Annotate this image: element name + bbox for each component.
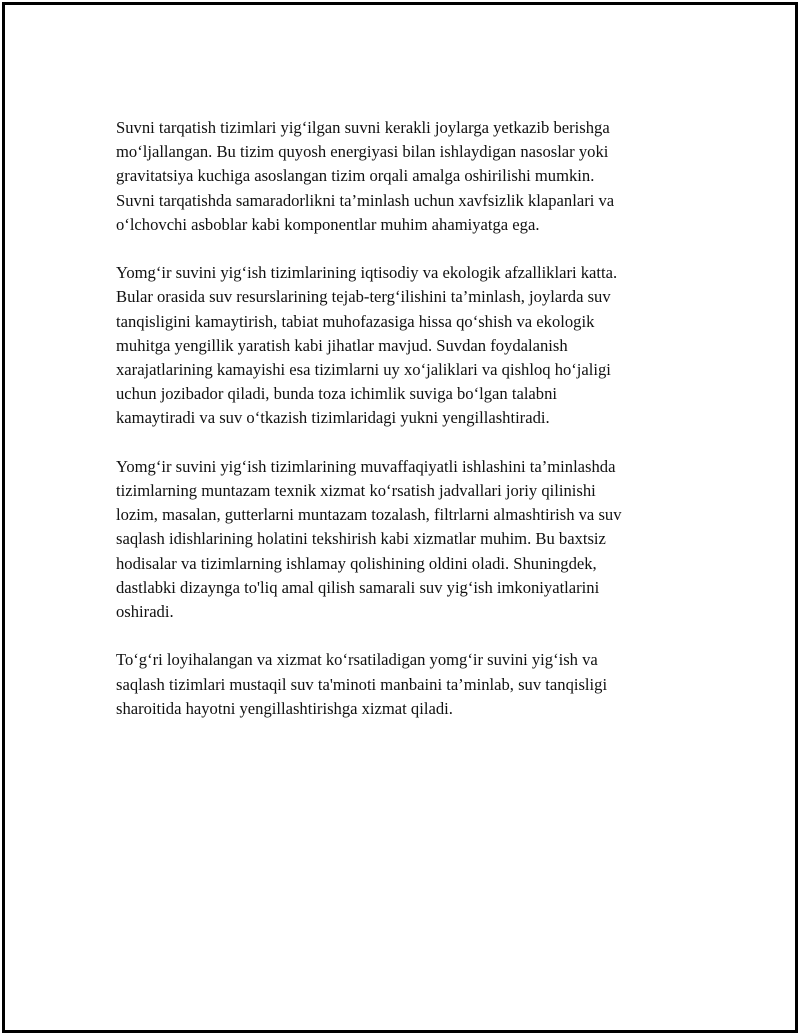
- paragraph-maintenance: Yomg‘ir suvini yig‘ish tizimlarining muvaffaqiyatli ishlashini ta’minlashda tizimlarning muntazam texnik xizmat ko‘rsatish jadvallari joriy qilinishi lozim, masalan, gutterlarni muntazam tozalash, filtrlarni almashtirish va suv saqlash idishlarining holatini tekshirish kabi xizmatlar muhim. Bu baxtsiz hodisalar va tizimlarning ishlamay qolishining oldini oladi. Shuningdek, dastlabki dizaynga to'liq amal qilish samarali suv yig‘ish imkoniyatlarini oshiradi.: [116, 456, 622, 622]
- document-body: [116, 116, 696, 745]
- paragraph-economic-benefits: Yomg‘ir suvini yig‘ish tizimlarining iqtisodiy va ekologik afzalliklari katta. Bular orasida suv resurslarining tejab-terg‘ilishini ta’minlash, joylarda suv tanqisligini kamaytirish, tabiat muhofazasiga hissa qo‘shish va ekologik muhitga yengillik yaratish kabi jihatlar mavjud. Suvdan foydalanish xarajatlarining kamayishi esa tizimlarni uy xo‘jaliklari va qishloq ho‘jaligi uchun jozibador qiladi, bunda toza ichimlik suviga bo‘lgan talabni kamaytiradi va suv o‘tkazish tizimlaridagi yukni yengillashtiradi.: [116, 263, 618, 428]
- paragraph-conclusion: To‘g‘ri loyihalangan va xizmat ko‘rsatiladigan yomg‘ir suvini yig‘ish va saqlash tizimlari mustaqil suv ta'minoti manbaini ta’minlab, suv tanqisligi sharoitida hayotni yengillashtirishga xizmat qiladi.: [116, 650, 608, 718]
- paragraph-water-distribution: Suvni tarqatish tizimlari yig‘ilgan suvni kerakli joylarga yetkazib berishga mo‘ljallangan. Bu tizim quyosh energiyasi bilan ishlaydigan nasoslar yoki gravitatsiya kuchiga asoslangan tizim orqali amalga oshirilishi mumkin. Suvni tarqatishda samaradorlikni ta’minlash uchun xavfsizlik klapanlari va o‘lchovchi asboblar kabi komponentlar muhim ahamiyatga ega.: [116, 118, 615, 234]
